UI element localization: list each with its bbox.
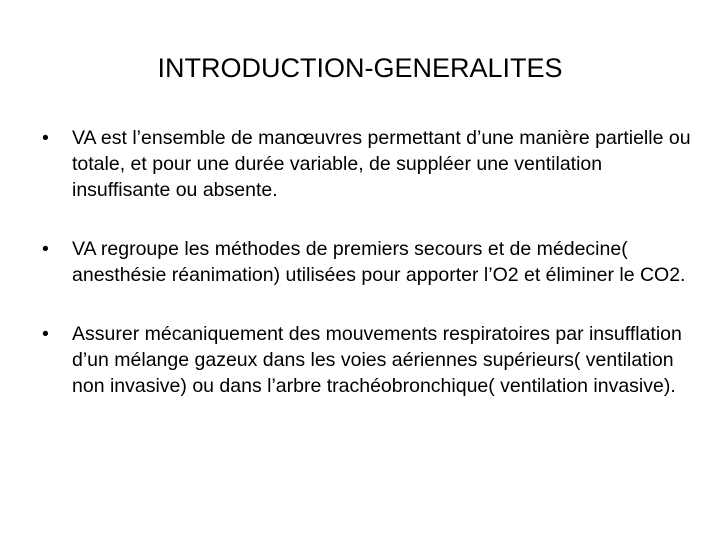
- bullet-item: [42, 125, 702, 203]
- bullet-list: [42, 125, 702, 432]
- bullet-item: [42, 321, 702, 399]
- bullet-item: [42, 236, 702, 288]
- bullet-text: Assurer mécaniquement des mouvements respiratoires par insufflation d’un mélange gazeux dans les voies aériennes supérieurs( ventilation non invasive) ou dans l’arbre trachéobronchique( ventilation invasive).: [72, 323, 682, 397]
- slide-title: INTRODUCTION-GENERALITES: [157, 53, 563, 83]
- bullet-text: VA regroupe les méthodes de premiers secours et de médecine( anesthésie réanimation) utilisées pour apporter l’O2 et éliminer le CO2.: [72, 238, 686, 286]
- bullet-icon: •: [42, 127, 49, 149]
- bullet-icon: •: [42, 323, 49, 345]
- bullet-text: VA est l’ensemble de manœuvres permettant d’une manière partielle ou totale, et pour une durée variable, de suppléer une ventilation insuffisante ou absente.: [72, 127, 691, 201]
- bullet-icon: •: [42, 238, 49, 260]
